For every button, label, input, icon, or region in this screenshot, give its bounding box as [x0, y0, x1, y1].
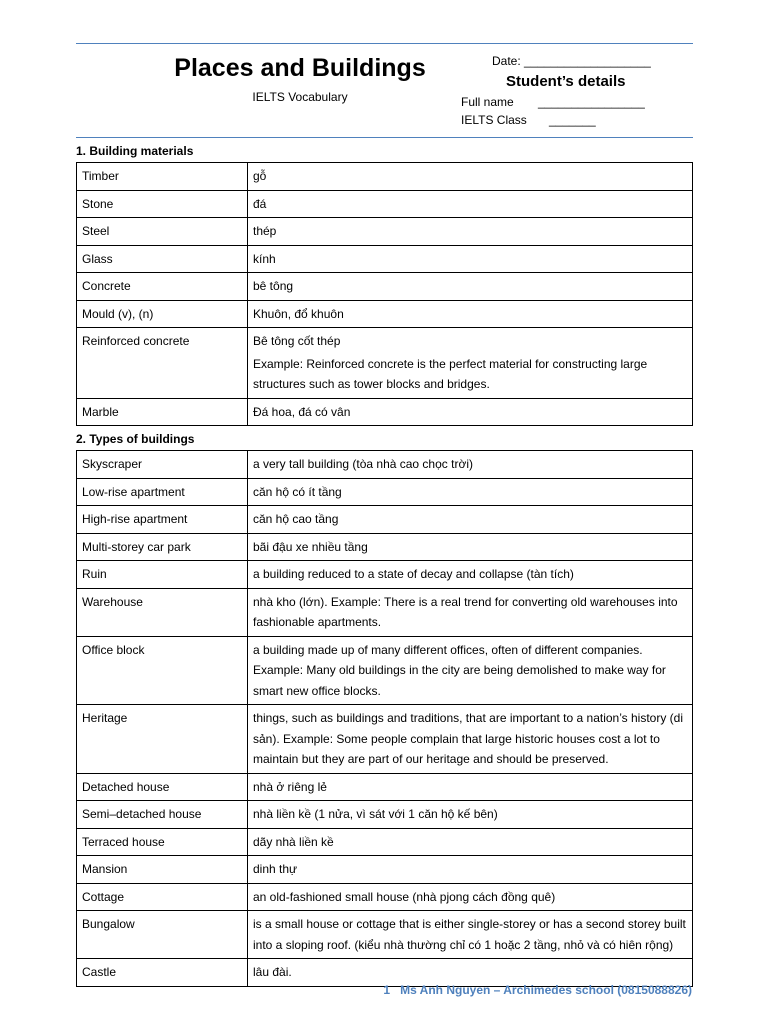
page-footer — [383, 983, 692, 997]
vocab-definition: Khuôn, đổ khuôn — [253, 306, 344, 321]
vocab-term: Terraced house — [77, 828, 248, 856]
table-row — [77, 163, 693, 191]
vocab-term: Cottage — [77, 883, 248, 911]
vocab-definition-cell — [248, 588, 693, 636]
vocab-term: Mould (v), (n) — [77, 300, 248, 328]
header-bottom-rule — [76, 137, 693, 138]
vocab-definition: a building reduced to a state of decay and collapse (tàn tích) — [253, 567, 574, 581]
table-row — [77, 636, 693, 705]
building-materials-table — [76, 162, 693, 426]
page-subtitle: IELTS Vocabulary — [252, 90, 348, 104]
vocab-definition-cell — [248, 190, 693, 218]
vocab-definition-cell — [248, 911, 693, 959]
vocab-definition: Đá hoa, đá có vân — [253, 404, 351, 419]
vocab-term: Office block — [77, 636, 248, 705]
vocab-definition-cell — [248, 273, 693, 301]
vocab-term: Bungalow — [77, 911, 248, 959]
vocab-term: Semi–detached house — [77, 801, 248, 829]
vocab-definition: a building made up of many different offices, often of different companies. Example: Many old buildings in the city are being demolished to make way for smart new office blocks. — [253, 642, 666, 698]
vocab-definition: lâu đài. — [253, 965, 292, 979]
vocab-definition: căn hộ cao tầng — [253, 512, 339, 526]
vocab-term: Multi-storey car park — [77, 533, 248, 561]
vocab-definition-cell — [248, 636, 693, 705]
vocab-term: Low-rise apartment — [77, 478, 248, 506]
vocab-definition: bê tông — [253, 279, 294, 293]
table-row — [77, 218, 693, 246]
vocab-term: Heritage — [77, 705, 248, 774]
vocab-definition-cell — [248, 163, 693, 191]
vocab-definition: is a small house or cottage that is either single-storey or has a second storey built into a sloping roof. (kiểu nhà thường chỉ có 1 hoặc 2 tầng, nhỏ và có hiên rộng) — [253, 917, 686, 952]
vocab-term: Glass — [77, 245, 248, 273]
vocab-definition-cell — [248, 218, 693, 246]
table-row — [77, 478, 693, 506]
vocab-term: Ruin — [77, 561, 248, 589]
table-row — [77, 300, 693, 328]
table-row — [77, 883, 693, 911]
vocab-definition: dãy nhà liền kề — [253, 834, 334, 849]
table-row — [77, 190, 693, 218]
table-row — [77, 705, 693, 774]
table-row — [77, 328, 693, 399]
footer-text: Ms Anh Nguyen – Archimedes school (0815088826) — [400, 983, 692, 997]
vocab-definition-cell — [248, 705, 693, 774]
vocab-definition: nhà liền kề (1 nửa, vì sát với 1 căn hộ kế bên) — [253, 807, 498, 821]
vocab-definition: Bê tông cốt thép — [253, 334, 341, 348]
vocab-definition: nhà ở riêng lẻ — [253, 779, 327, 794]
vocab-definition: bãi đậu xe nhiều tầng — [253, 539, 368, 554]
table-row — [77, 801, 693, 829]
vocab-term: Reinforced concrete — [77, 328, 248, 399]
table-row — [77, 588, 693, 636]
vocab-definition: an old-fashioned small house (nhà pjong cách đồng quê) — [253, 889, 556, 904]
ielts-class-blank: _______ — [549, 113, 596, 127]
vocab-definition-cell — [248, 828, 693, 856]
table-row — [77, 533, 693, 561]
vocab-definition-cell — [248, 883, 693, 911]
vocab-definition-cell — [248, 328, 693, 399]
section-title-types-of-buildings: 2. Types of buildings — [76, 432, 195, 446]
vocab-definition: kính — [253, 251, 276, 266]
table-row — [77, 398, 693, 426]
vocab-definition-cell — [248, 506, 693, 534]
vocab-definition-cell — [248, 856, 693, 884]
vocab-definition: căn hộ có ít tầng — [253, 484, 342, 499]
table-row — [77, 245, 693, 273]
table-row — [77, 561, 693, 589]
vocab-definition: thép — [253, 224, 277, 238]
vocab-definition-cell — [248, 533, 693, 561]
top-rule — [76, 43, 693, 44]
vocab-definition-cell — [248, 451, 693, 479]
table-row — [77, 856, 693, 884]
vocab-term: High-rise apartment — [77, 506, 248, 534]
student-details-heading: Student’s details — [506, 73, 626, 90]
vocab-definition-cell — [248, 959, 693, 987]
ielts-class-label: IELTS Class — [461, 113, 527, 127]
table-row — [77, 451, 693, 479]
vocab-term: Steel — [77, 218, 248, 246]
vocab-definition: a very tall building (tòa nhà cao chọc trời) — [253, 457, 473, 471]
vocab-definition-cell — [248, 478, 693, 506]
table-row — [77, 773, 693, 801]
full-name-label: Full name — [461, 95, 514, 109]
vocab-term: Stone — [77, 190, 248, 218]
vocab-definition-cell — [248, 773, 693, 801]
section-title-building-materials: 1. Building materials — [76, 144, 194, 158]
vocab-definition: things, such as buildings and traditions, that are important to a nation’s history (di sản). Example: Some people complain that large historic houses cost a lot to maintain but they are part of our heritage and should be preserved. — [253, 711, 684, 766]
table-row — [77, 506, 693, 534]
page-title: Places and Buildings — [174, 54, 426, 82]
page-number: 1 — [383, 983, 391, 997]
date-field: Date: ___________________ — [492, 54, 651, 68]
vocab-definition: nhà kho (lớn). Example: There is a real trend for converting old warehouses into fashionable apartments. — [253, 594, 678, 629]
table-row — [77, 828, 693, 856]
table-row — [77, 273, 693, 301]
vocab-definition-cell — [248, 801, 693, 829]
vocab-term: Timber — [77, 163, 248, 191]
vocab-term: Marble — [77, 398, 248, 426]
full-name-blank: ________________ — [538, 95, 645, 109]
vocab-definition: dinh thự — [253, 862, 298, 876]
vocab-definition: gỗ — [253, 169, 267, 183]
vocab-term: Warehouse — [77, 588, 248, 636]
vocab-definition-cell — [248, 300, 693, 328]
vocab-term: Skyscraper — [77, 451, 248, 479]
vocab-term: Concrete — [77, 273, 248, 301]
building-types-table — [76, 450, 693, 987]
vocab-definition: đá — [253, 196, 267, 211]
vocab-example: Example: Reinforced concrete is the perfect material for constructing large structures such as tower blocks and bridges. — [253, 356, 648, 391]
vocab-term: Mansion — [77, 856, 248, 884]
table-row — [77, 959, 693, 987]
vocab-definition-cell — [248, 245, 693, 273]
vocab-term: Castle — [77, 959, 248, 987]
vocab-definition-cell — [248, 561, 693, 589]
vocab-term: Detached house — [77, 773, 248, 801]
table-row — [77, 911, 693, 959]
vocab-definition-cell — [248, 398, 693, 426]
